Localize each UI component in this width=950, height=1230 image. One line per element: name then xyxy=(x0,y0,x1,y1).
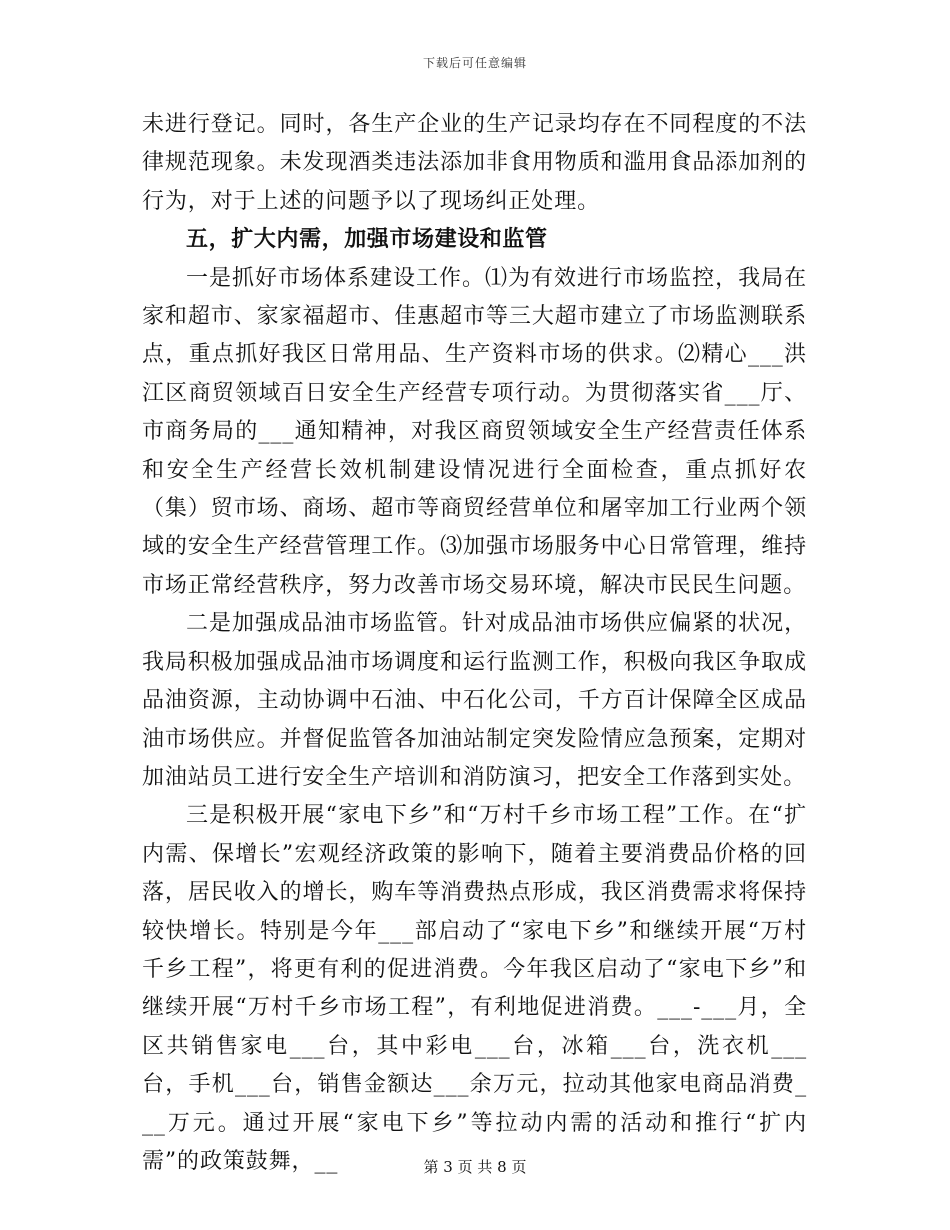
paragraph-continuation: 未进行登记。同时，各生产企业的生产记录均存在不同程度的不法律规范现象。未发现酒类违法添加非食用物质和滥用食品添加剂的行为，对于上述的问题予以了现场纠正处理。 xyxy=(142,112,807,214)
document-body xyxy=(142,106,807,1181)
page-number: 第 3 页 共 8 页 xyxy=(423,1158,527,1176)
paragraph-oil-market: 二是加强成品油市场监管。针对成品油市场供应偏紧的状况，我局积极加强成品油市场调度和运行监测工作，积极向我区争取成品油资源，主动协调中石油、中石化公司，千方百计保障全区成品油市场供应。并督促监管各加油站制定突发险情应急预案，定期对加油站员工进行安全生产培训和消防演习，把安全工作落到实处。 xyxy=(142,611,807,790)
paragraph-appliances: 三是积极开展“家电下乡”和“万村千乡市场工程”工作。在“扩内需、保增长”宏观经济政策的影响下，随着主要消费品价格的回落，居民收入的增长，购车等消费热点形成，我区消费需求将保持较快增长。特别是今年___部启动了“家电下乡”和继续开展“万村千乡工程”，将更有利的促进消费。今年我区启动了“家电下乡”和继续开展“万村千乡市场工程”，有利地促进消费。___-___月，全区共销售家电___台，其中彩电___台，冰箱___台，洗衣机___台，手机___台，销售金额达___余万元，拉动其他家电商品消费___万元。通过开展“家电下乡”等拉动内需的活动和推行“扩内需”的政策鼓舞，__ xyxy=(142,803,807,1174)
paragraph-market-system: 一是抓好市场体系建设工作。⑴为有效进行市场监控，我局在家和超市、家家福超市、佳惠超市等三大超市建立了市场监测联系点，重点抓好我区日常用品、生产资料市场的供求。⑵精心___洪江区商贸领域百日安全生产经营专项行动。为贯彻落实省___厅、市商务局的___通知精神，对我区商贸领域安全生产经营责任体系和安全生产经营长效机制建设情况进行全面检查，重点抓好农（集）贸市场、商场、超市等商贸经营单位和屠宰加工行业两个领域的安全生产经营管理工作。⑶加强市场服务中心日常管理，维持市场正常经营秩序，努力改善市场交易环境，解决市民民生问题。 xyxy=(142,265,807,598)
page-header-note: 下载后可任意编辑 xyxy=(422,56,527,70)
section-heading-5: 五，扩大内需，加强市场建设和监管 xyxy=(186,227,548,253)
